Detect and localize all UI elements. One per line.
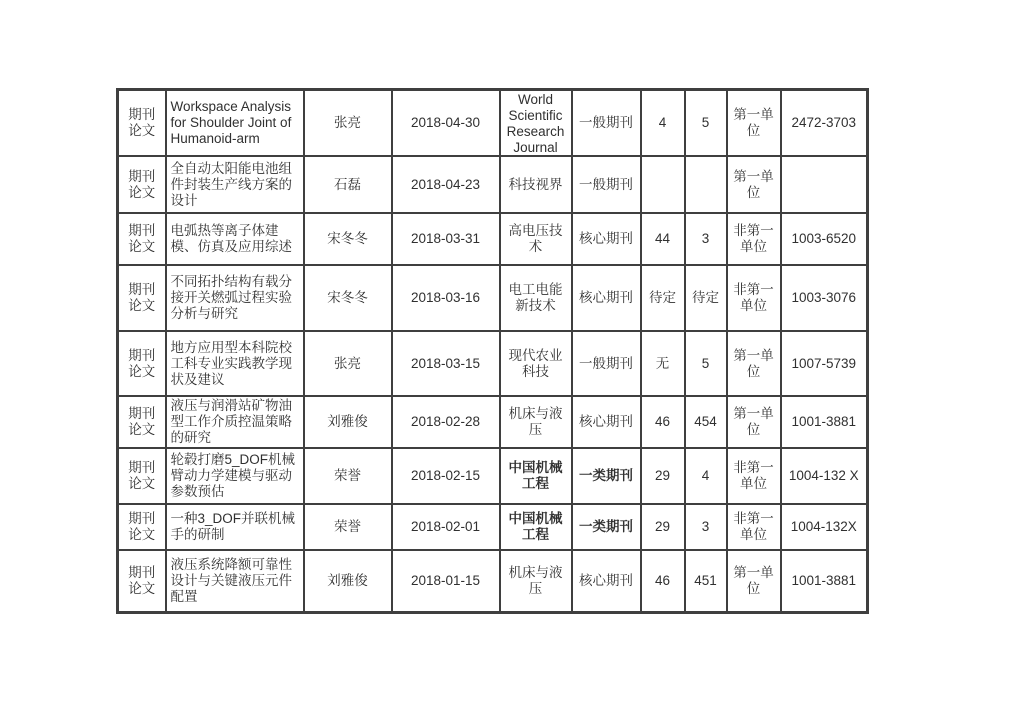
publish-date-cell [392, 213, 500, 265]
entry-type-cell-text: 期刊论文 [128, 223, 156, 254]
volume-cell-text: 待定 [649, 290, 676, 305]
publish-date-cell-text: 2018-03-15 [410, 355, 481, 371]
author-cell-text: 张亮 [334, 355, 361, 371]
paper-title-cell [166, 396, 304, 448]
journal-name-cell-text: 中国机械工程 [508, 460, 563, 491]
paper-title-cell [166, 90, 304, 157]
unit-rank-cell [727, 213, 781, 265]
paper-title-cell-text: 地方应用型本科院校工科专业实践教学现状及建议 [170, 339, 292, 387]
entry-type-cell [118, 396, 166, 448]
entry-type-cell [118, 331, 166, 396]
issue-cell-text: 5 [701, 355, 710, 371]
entry-type-cell-text: 期刊论文 [128, 511, 156, 542]
table-row [118, 448, 868, 504]
publications-table [116, 88, 869, 614]
issn-cell-text: 1007-5739 [791, 355, 857, 371]
unit-rank-cell-text: 第一单位 [733, 564, 774, 596]
issue-cell-text: 4 [701, 468, 710, 483]
journal-name-cell [500, 156, 572, 213]
author-cell-text: 宋冬冬 [327, 290, 368, 305]
unit-rank-cell [727, 156, 781, 213]
author-cell-text: 张亮 [334, 115, 361, 130]
journal-name-cell [500, 331, 572, 396]
issn-cell [781, 396, 868, 448]
issue-cell [685, 550, 727, 612]
unit-rank-cell [727, 550, 781, 612]
author-cell [304, 331, 392, 396]
issn-cell-text: 1004-132 X [788, 468, 859, 483]
paper-title-cell [166, 213, 304, 265]
publish-date-cell-text: 2018-02-01 [410, 519, 481, 534]
volume-cell-text [642, 184, 684, 186]
publish-date-cell-text: 2018-04-23 [410, 176, 481, 192]
table-row [118, 90, 868, 157]
journal-level-cell-text: 核心期刊 [579, 290, 633, 305]
volume-cell-text: 4 [658, 115, 667, 130]
entry-type-cell [118, 448, 166, 504]
journal-level-cell [572, 448, 641, 504]
issn-cell [781, 448, 868, 504]
paper-title-cell [166, 331, 304, 396]
volume-cell [641, 504, 685, 550]
publish-date-cell [392, 448, 500, 504]
publish-date-cell-text: 2018-04-30 [410, 115, 481, 130]
unit-rank-cell-text: 非第一单位 [733, 223, 774, 254]
journal-level-cell [572, 504, 641, 550]
unit-rank-cell-text: 第一单位 [733, 406, 774, 437]
journal-level-cell [572, 156, 641, 213]
publish-date-cell [392, 504, 500, 550]
publications-table-body [118, 90, 868, 613]
volume-cell [641, 550, 685, 612]
author-cell [304, 156, 392, 213]
journal-level-cell-text: 一类期刊 [579, 519, 633, 534]
entry-type-cell-text: 期刊论文 [128, 107, 156, 138]
journal-level-cell-text: 核心期刊 [579, 414, 633, 429]
journal-name-cell-text: 高电压技术 [508, 223, 563, 254]
journal-name-cell [500, 90, 572, 157]
issn-cell-text: 1003-3076 [791, 290, 857, 305]
volume-cell-text: 29 [654, 519, 671, 534]
table-row [118, 396, 868, 448]
entry-type-cell-text: 期刊论文 [128, 460, 156, 491]
volume-cell [641, 156, 685, 213]
paper-title-cell-text: 液压系统降额可靠性设计与关键液压元件配置 [170, 556, 292, 604]
journal-name-cell [500, 213, 572, 265]
issn-cell-text [782, 184, 867, 186]
unit-rank-cell [727, 90, 781, 157]
journal-name-cell [500, 550, 572, 612]
issn-cell-text: 2472-3703 [791, 115, 857, 130]
unit-rank-cell-text: 第一单位 [733, 168, 774, 200]
issue-cell-text: 454 [694, 414, 717, 429]
journal-level-cell-text: 一般期刊 [579, 115, 633, 130]
volume-cell [641, 396, 685, 448]
issn-cell-text: 1001-3881 [791, 414, 857, 429]
issn-cell [781, 265, 868, 331]
journal-name-cell [500, 504, 572, 550]
author-cell-text: 宋冬冬 [327, 231, 368, 246]
publish-date-cell-text: 2018-02-15 [410, 468, 481, 483]
paper-title-cell [166, 448, 304, 504]
unit-rank-cell [727, 448, 781, 504]
journal-level-cell [572, 396, 641, 448]
author-cell [304, 213, 392, 265]
author-cell [304, 448, 392, 504]
issue-cell [685, 156, 727, 213]
journal-name-cell-text: 现代农业科技 [508, 347, 563, 379]
volume-cell-text: 46 [654, 414, 671, 429]
unit-rank-cell-text: 非第一单位 [733, 511, 774, 542]
author-cell [304, 90, 392, 157]
paper-title-cell-text: 不同拓扑结构有载分接开关燃弧过程实验分析与研究 [170, 274, 292, 321]
issue-cell [685, 331, 727, 396]
issn-cell-text: 1004-132X [790, 519, 857, 534]
unit-rank-cell [727, 331, 781, 396]
issue-cell [685, 448, 727, 504]
unit-rank-cell-text: 第一单位 [733, 107, 774, 138]
entry-type-cell [118, 213, 166, 265]
publish-date-cell [392, 90, 500, 157]
issue-cell [685, 90, 727, 157]
volume-cell [641, 213, 685, 265]
issn-cell [781, 156, 868, 213]
volume-cell-text: 44 [654, 231, 671, 246]
entry-type-cell-text: 期刊论文 [128, 282, 156, 313]
entry-type-cell [118, 265, 166, 331]
journal-name-cell-text: 电工电能新技术 [508, 282, 563, 313]
journal-name-cell [500, 448, 572, 504]
issue-cell-text: 5 [701, 115, 710, 130]
paper-title-cell-text: 全自动太阳能电池组件封装生产线方案的设计 [170, 160, 292, 208]
paper-title-cell [166, 550, 304, 612]
volume-cell-text: 29 [654, 468, 671, 483]
unit-rank-cell [727, 504, 781, 550]
issue-cell-text: 3 [701, 519, 710, 534]
journal-name-cell [500, 396, 572, 448]
unit-rank-cell [727, 396, 781, 448]
table-row [118, 265, 868, 331]
journal-level-cell-text: 一般期刊 [579, 355, 633, 371]
volume-cell-text: 无 [655, 355, 670, 371]
paper-title-cell-text: 电弧热等离子体建模、仿真及应用综述 [170, 223, 292, 254]
unit-rank-cell-text: 第一单位 [733, 347, 774, 379]
entry-type-cell [118, 504, 166, 550]
paper-title-cell [166, 504, 304, 550]
issue-cell [685, 213, 727, 265]
issue-cell-text [686, 184, 726, 186]
author-cell [304, 550, 392, 612]
publish-date-cell [392, 156, 500, 213]
journal-level-cell [572, 213, 641, 265]
journal-level-cell-text: 核心期刊 [579, 572, 633, 588]
issn-cell [781, 504, 868, 550]
table-row [118, 156, 868, 213]
issue-cell [685, 396, 727, 448]
publish-date-cell [392, 396, 500, 448]
issn-cell [781, 90, 868, 157]
author-cell-text: 荣誉 [334, 519, 361, 534]
volume-cell [641, 331, 685, 396]
issue-cell [685, 265, 727, 331]
author-cell-text: 刘雅俊 [327, 414, 368, 429]
publish-date-cell [392, 265, 500, 331]
journal-level-cell-text: 一类期刊 [579, 468, 633, 483]
journal-level-cell-text: 一般期刊 [579, 176, 633, 192]
entry-type-cell-text: 期刊论文 [128, 347, 156, 379]
journal-level-cell-text: 核心期刊 [579, 231, 633, 246]
volume-cell [641, 265, 685, 331]
journal-level-cell [572, 331, 641, 396]
paper-title-cell [166, 265, 304, 331]
paper-title-cell [166, 156, 304, 213]
volume-cell [641, 448, 685, 504]
author-cell [304, 504, 392, 550]
unit-rank-cell-text: 非第一单位 [733, 460, 774, 491]
publish-date-cell-text: 2018-01-15 [410, 572, 481, 588]
journal-name-cell-text: 科技视界 [508, 176, 563, 192]
author-cell-text: 荣誉 [334, 468, 361, 483]
unit-rank-cell-text: 非第一单位 [733, 282, 774, 313]
unit-rank-cell [727, 265, 781, 331]
issue-cell [685, 504, 727, 550]
journal-level-cell [572, 90, 641, 157]
entry-type-cell-text: 期刊论文 [128, 564, 156, 596]
issn-cell-text: 1001-3881 [791, 572, 857, 588]
paper-title-cell-text: 轮毂打磨5_DOF机械臂动力学建模与驱动参数预估 [170, 452, 296, 499]
author-cell [304, 396, 392, 448]
table-row [118, 504, 868, 550]
table-row [118, 213, 868, 265]
journal-name-cell-text: 中国机械工程 [508, 511, 563, 542]
issue-cell-text: 待定 [692, 290, 719, 305]
entry-type-cell [118, 156, 166, 213]
publish-date-cell [392, 550, 500, 612]
author-cell-text: 刘雅俊 [327, 572, 368, 588]
journal-level-cell [572, 265, 641, 331]
author-cell [304, 265, 392, 331]
publish-date-cell-text: 2018-03-31 [410, 231, 481, 246]
journal-name-cell-text: 机床与液压 [508, 406, 563, 437]
table-row [118, 331, 868, 396]
issn-cell-text: 1003-6520 [791, 231, 857, 246]
paper-title-cell-text: 液压与润滑站矿物油型工作介质控温策略的研究 [170, 398, 292, 445]
issn-cell [781, 213, 868, 265]
issue-cell-text: 3 [701, 231, 710, 246]
volume-cell [641, 90, 685, 157]
entry-type-cell-text: 期刊论文 [128, 406, 156, 437]
table-row [118, 550, 868, 612]
entry-type-cell [118, 550, 166, 612]
author-cell-text: 石磊 [334, 176, 361, 192]
journal-name-cell-text: World Scientific Research Journal [506, 92, 565, 155]
issn-cell [781, 550, 868, 612]
entry-type-cell [118, 90, 166, 157]
entry-type-cell-text: 期刊论文 [128, 168, 156, 200]
publish-date-cell-text: 2018-03-16 [410, 290, 481, 305]
journal-name-cell [500, 265, 572, 331]
publish-date-cell-text: 2018-02-28 [410, 414, 481, 429]
issue-cell-text: 451 [694, 572, 717, 588]
paper-title-cell-text: Workspace Analysis for Shoulder Joint of Humanoid-arm [170, 99, 292, 146]
journal-name-cell-text: 机床与液压 [508, 564, 563, 596]
paper-title-cell-text: 一种3_DOF并联机械手的研制 [170, 511, 296, 542]
journal-level-cell [572, 550, 641, 612]
volume-cell-text: 46 [654, 572, 671, 588]
publish-date-cell [392, 331, 500, 396]
issn-cell [781, 331, 868, 396]
